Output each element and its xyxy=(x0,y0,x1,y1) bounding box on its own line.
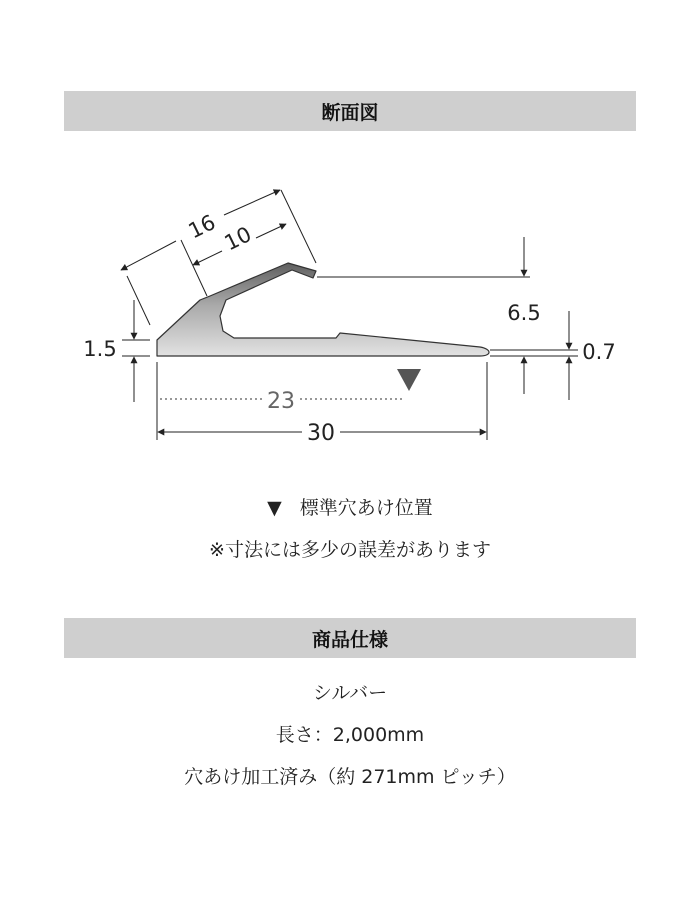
triangle-marker-icon: ▼ xyxy=(267,497,282,519)
hole-position-marker xyxy=(397,369,421,391)
cross-section-diagram xyxy=(0,170,700,460)
dim-16-line xyxy=(121,241,176,270)
dim-1-5-label: 1.5 xyxy=(83,337,117,361)
spec-length: 長さ：2,000mm xyxy=(275,724,425,746)
dim-6-5-label: 6.5 xyxy=(507,301,541,325)
dim-16-label: 16 xyxy=(184,210,220,244)
legend-text: 標準穴あけ位置 xyxy=(299,497,433,519)
section-title: 断面図 xyxy=(321,101,379,124)
dim-0-7-label: 0.7 xyxy=(582,340,616,364)
section-header-specs xyxy=(64,618,636,658)
dim-10-label: 10 xyxy=(220,222,256,256)
hole-position-legend xyxy=(0,493,700,520)
section-header-cross-section xyxy=(64,91,636,131)
spec-drilling: 穴あけ加工済み（約 271mm ピッチ） xyxy=(184,766,516,788)
tolerance-note: ※寸法には多少の誤差があります xyxy=(209,539,491,561)
section-title: 商品仕様 xyxy=(311,628,388,651)
dim-10-line xyxy=(193,251,222,265)
dim-23-label: 23 xyxy=(267,389,295,414)
spec-color: シルバー xyxy=(312,682,388,704)
dim-30-label: 30 xyxy=(307,421,335,446)
